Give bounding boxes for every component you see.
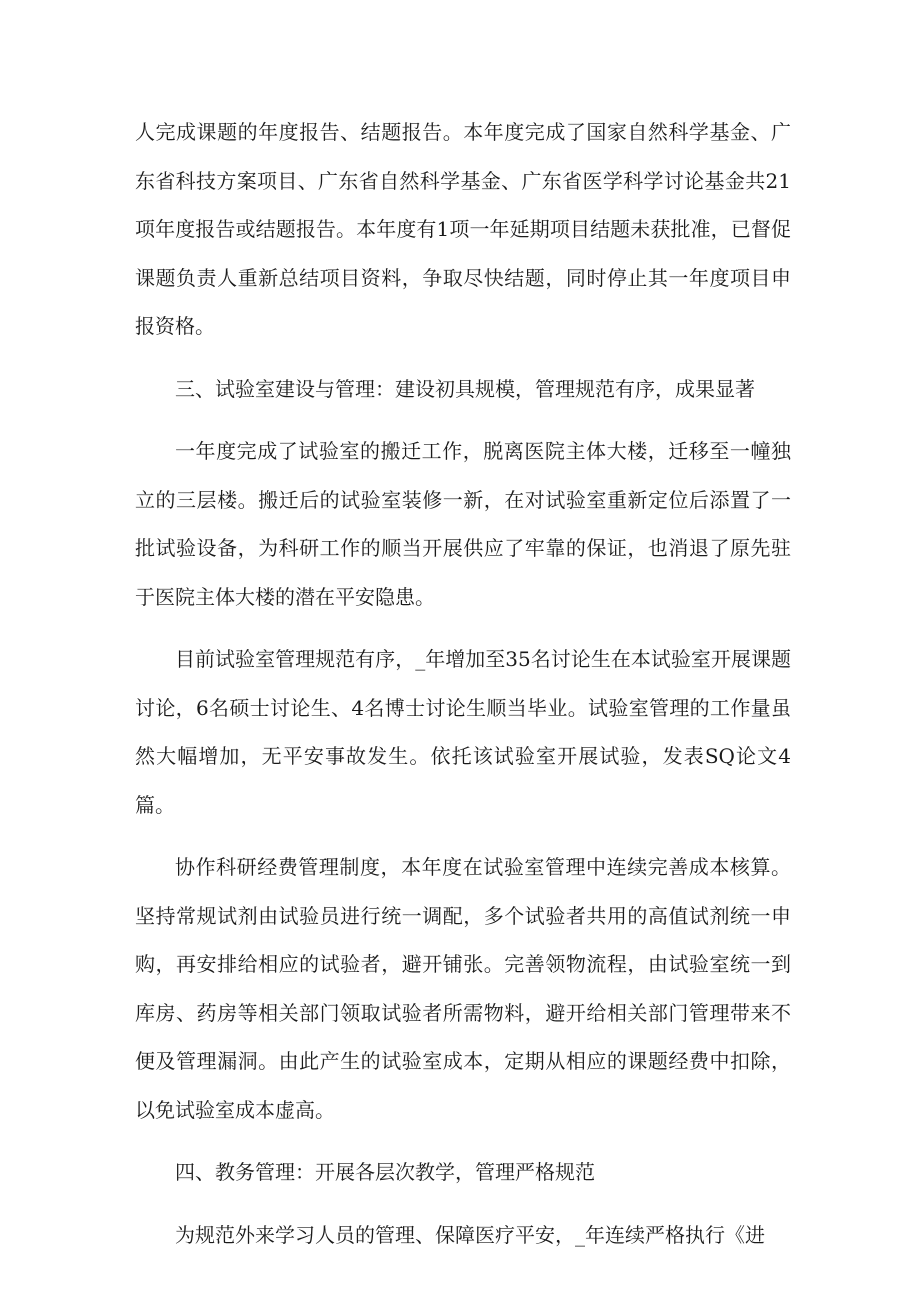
paragraph-teaching: 为规范外来学习人员的管理、保障医疗平安，_年连续严格执行《进 <box>175 1222 765 1247</box>
section-heading-teaching: 四、教务管理：开展各层次教学，管理严格规范 <box>175 1160 595 1184</box>
paragraph-cost-accounting: 协作科研经费管理制度，本年度在试验室管理中连续完善成本核算。坚持常规试剂由试验员进行统一调配，多个试验者共用的高值试剂统一申购，再安排给相应的试验者，避开铺张。完善领物流程，由试验室统一到库房、药房等相关部门领取试验者所需物料，避开给相关部门管理带来不便及管理漏洞。由此产生的试验室成本，定期从相应的课题经费中扣除，以免试验室成本虚高。 <box>135 855 791 1122</box>
section-heading-lab: 三、试验室建设与管理：建设初具规模，管理规范有序，成果显著 <box>175 376 755 401</box>
paragraph-continued: 人完成课题的年度报告、结题报告。本年度完成了国家自然科学基金、广东省科技方案项目、广东省自然科学基金、广东省医学科学讨论基金共21项年度报告或结题报告。本年度有1项一年延期项目结题未获批准，已督促课题负责人重新总结项目资料，争取尽快结题，同时停止其一年度项目申报资格。 <box>135 120 791 338</box>
paragraph-lab-management: 目前试验室管理规范有序，_年增加至35名讨论生在本试验室开展课题讨论，6名硕士讨论生、4名博士讨论生顺当毕业。试验室管理的工作量虽然大幅增加，无平安事故发生。依托该试验室开展试验，发表SQ论文4篇。 <box>135 647 791 817</box>
paragraph-lab-relocation: 一年度完成了试验室的搬迁工作，脱离医院主体大楼，迁移至一幢独立的三层楼。搬迁后的试验室装修一新，在对试验室重新定位后添置了一批试验设备，为科研工作的顺当开展供应了牢靠的保证，也消退了原先驻于医院主体大楼的潜在平安隐患。 <box>135 439 791 609</box>
document-body <box>135 108 791 1273</box>
